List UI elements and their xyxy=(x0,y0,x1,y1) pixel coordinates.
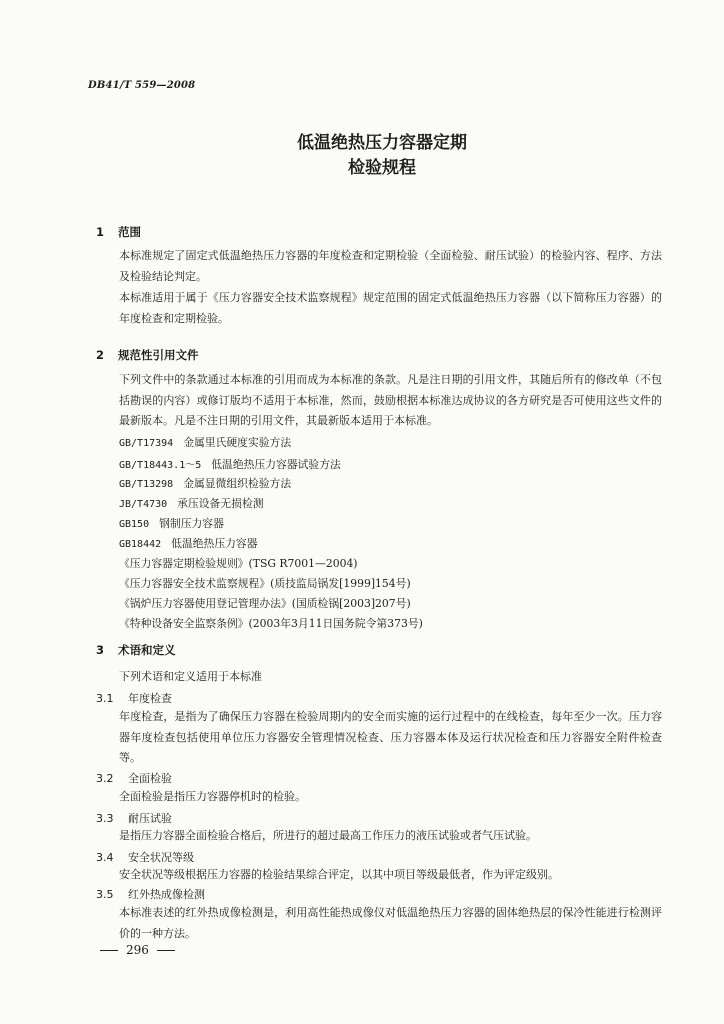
term-3-5-heading xyxy=(96,886,205,902)
term-number: 3.5 xyxy=(96,888,114,901)
section-number: 3 xyxy=(96,643,105,657)
reference-item xyxy=(119,516,224,531)
term-3-1-text xyxy=(96,707,662,769)
section-1-heading xyxy=(96,224,141,240)
paragraph-text: 下列文件中的条款通过本标准的引用而成为本标准的条款。凡是注日期的引用文件，其随后所有的修改单（不包括勘误的内容）或修订版均不适用于本标准，然而，鼓励根据本标准达成协议的各方研究是否可使用这些文件的最新版本。凡是不注日期的引用文件，其最新版本适用于本标准。 xyxy=(119,373,662,427)
term-3-4-heading xyxy=(96,849,194,865)
term-3-4-text xyxy=(96,865,662,886)
reference-item xyxy=(119,596,411,611)
reference-title: 金属显微组织检验方法 xyxy=(183,477,292,490)
term-title: 年度检查 xyxy=(128,692,172,705)
reference-item xyxy=(119,576,411,591)
reference-item xyxy=(119,616,423,631)
paragraph-text: 年度检查，是指为了确保压力容器在检验周期内的安全而实施的运行过程中的在线检查，每年至少一次。压力容器年度检查包括使用单位压力容器安全管理情况检查、压力容器本体及运行状况检查和压力容器安全附件检查等。 xyxy=(119,710,662,764)
term-3-2-heading xyxy=(96,770,172,786)
section-1-paragraph-2 xyxy=(96,288,662,329)
reference-title: 《压力容器定期检验规则》(TSG R7001—2004) xyxy=(119,557,358,570)
reference-item xyxy=(119,456,341,472)
reference-code: GB150 xyxy=(119,519,150,530)
reference-title: 《锅炉压力容器使用登记管理办法》(国质检锅[2003]207号) xyxy=(119,597,411,610)
reference-title: 《压力容器安全技术监察规程》(质技监局锅发[1999]154号) xyxy=(119,577,411,590)
document-title-line-1: 低温绝热压力容器定期 xyxy=(297,133,467,153)
reference-code: GB/T18443.1～5 xyxy=(119,460,202,471)
section-title: 范围 xyxy=(118,225,141,239)
page-number: 296 xyxy=(126,943,149,957)
paragraph-text: 全面检验是指压力容器停机时的检验。 xyxy=(119,790,306,803)
paragraph-text: 下列术语和定义适用于本标准 xyxy=(119,670,262,683)
section-1-paragraph-1 xyxy=(96,246,662,287)
reference-title: 低温绝热压力容器 xyxy=(171,537,258,550)
reference-title: 钢制压力容器 xyxy=(159,517,224,530)
section-number: 1 xyxy=(96,225,105,239)
reference-title: 低温绝热压力容器试验方法 xyxy=(211,458,341,471)
page-footer xyxy=(92,943,183,957)
section-number: 2 xyxy=(96,348,105,362)
section-3-intro xyxy=(96,667,662,688)
section-title: 术语和定义 xyxy=(118,643,176,657)
term-3-3-text xyxy=(96,826,662,847)
reference-item xyxy=(119,435,291,450)
section-3-heading xyxy=(96,642,176,658)
term-title: 红外热成像检测 xyxy=(128,888,205,901)
section-2-paragraph-1 xyxy=(96,370,662,432)
reference-code: GB/T13298 xyxy=(119,479,174,490)
reference-title: 承压设备无损检测 xyxy=(177,497,264,510)
term-title: 安全状况等级 xyxy=(128,851,194,864)
reference-item xyxy=(119,496,264,511)
footer-dash-right xyxy=(157,950,175,951)
term-title: 全面检验 xyxy=(128,772,172,785)
paragraph-text: 安全状况等级根据压力容器的检验结果综合评定，以其中项目等级最低者，作为评定级别。 xyxy=(119,868,559,881)
document-title-line-2: 检验规程 xyxy=(348,158,416,178)
document-code: DB41/T 559—2008 xyxy=(88,80,196,91)
term-3-3-heading xyxy=(96,810,172,826)
reference-item xyxy=(119,536,258,551)
reference-title: 金属里氏硬度实验方法 xyxy=(183,436,292,449)
section-2-heading xyxy=(96,347,199,363)
reference-code: JB/T4730 xyxy=(119,499,168,510)
reference-code: GB18442 xyxy=(119,539,162,550)
term-number: 3.3 xyxy=(96,812,114,825)
term-3-1-heading xyxy=(96,690,172,706)
footer-dash-left xyxy=(100,950,118,951)
paragraph-text: 是指压力容器全面检验合格后，所进行的超过最高工作压力的液压试验或者气压试验。 xyxy=(119,829,537,842)
reference-item xyxy=(119,556,358,571)
paragraph-text: 本标准规定了固定式低温绝热压力容器的年度检查和定期检验（全面检验、耐压试验）的检验内容、程序、方法及检验结论判定。 xyxy=(119,249,662,283)
term-title: 耐压试验 xyxy=(128,812,172,825)
reference-code: GB/T17394 xyxy=(119,438,174,449)
section-title: 规范性引用文件 xyxy=(118,348,199,362)
term-number: 3.2 xyxy=(96,772,114,785)
reference-item xyxy=(119,476,291,491)
term-number: 3.1 xyxy=(96,692,114,705)
term-number: 3.4 xyxy=(96,851,114,864)
paragraph-text: 本标准适用于属于《压力容器安全技术监察规程》规定范围的固定式低温绝热压力容器（以下简称压力容器）的年度检查和定期检验。 xyxy=(119,291,662,325)
term-3-2-text xyxy=(96,787,662,808)
paragraph-text: 本标准表述的红外热成像检测是，利用高性能热成像仪对低温绝热压力容器的固体绝热层的保冷性能进行检测评价的一种方法。 xyxy=(119,906,662,940)
term-3-5-text xyxy=(96,903,662,944)
reference-title: 《特种设备安全监察条例》(2003年3月11日国务院令第373号) xyxy=(119,617,423,630)
